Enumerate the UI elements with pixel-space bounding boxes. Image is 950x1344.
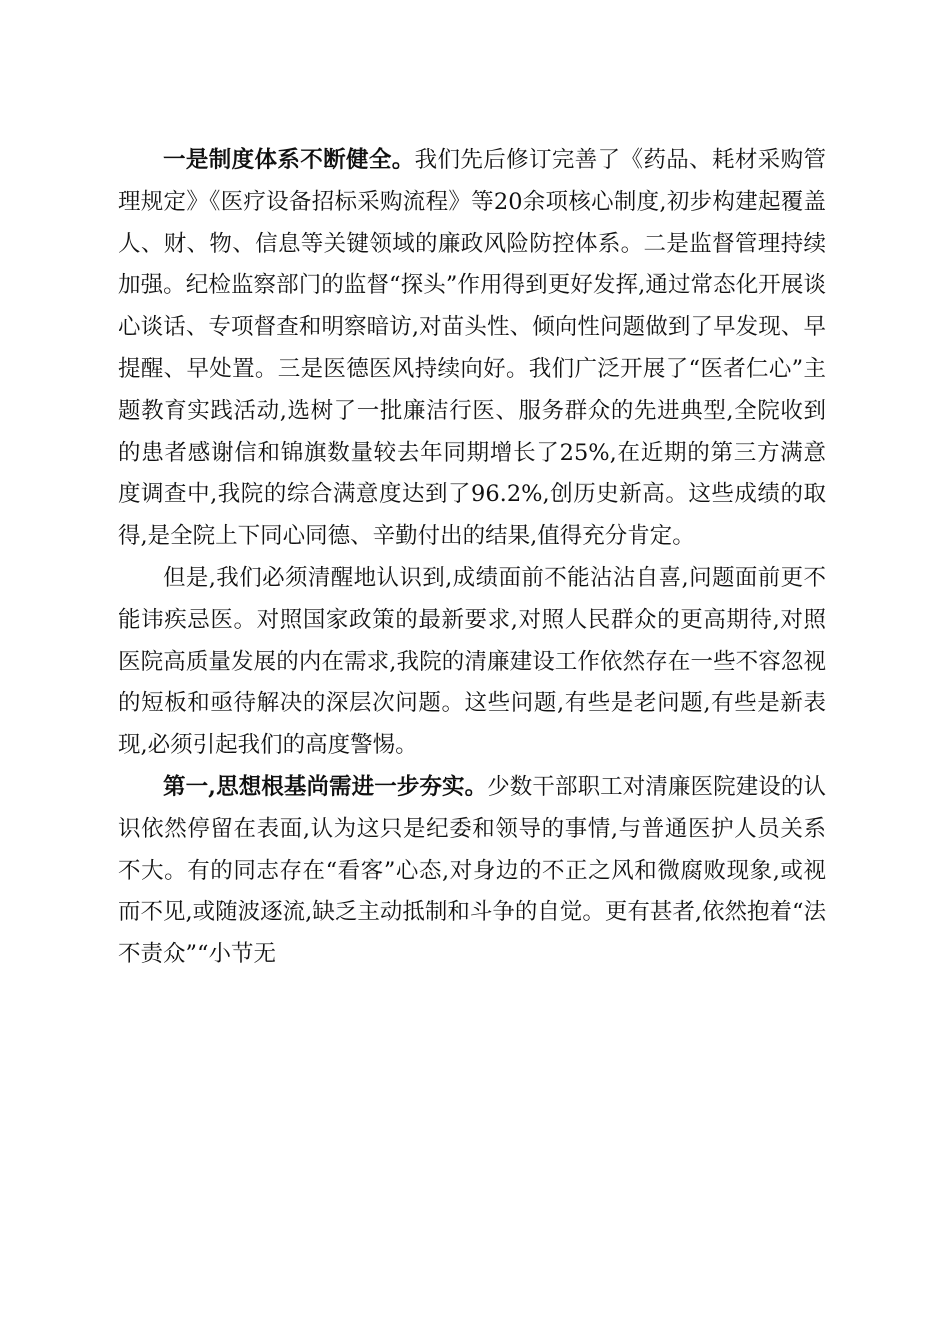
paragraph-achievements — [118, 140, 826, 558]
lead-heading-1: 一是制度体系不断健全。 — [163, 147, 415, 173]
lead-heading-2: 二是监督管理持续加强。 — [118, 230, 826, 299]
lead-heading-3: 三是医德医风持续向好。 — [277, 355, 529, 382]
lead-heading-problem-1: 第一,思想根基尚需进一步夯实。 — [163, 773, 488, 800]
document-body — [118, 140, 826, 976]
paragraph-text: 但是,我们必须清醒地认识到,成绩面前不能沾沾自喜,问题面前更不能讳疾忌医。对照国家政策的最新要求,对照人民群众的更高期待,对照医院高质量发展的内在需求,我院的清廉建设工作依然存在一些不容忽视的短板和亟待解决的深层次问题。这些问题,有些是老问题,有些是新表现,必须引起我们的高度警惕。 — [118, 564, 826, 759]
paragraph-problem-1 — [118, 767, 826, 976]
paragraph-text: 我们先后修订完善了《药品、耗材采购管理规定》《医疗设备招标采购流程》等20余项核心制度,初步构建起覆盖人、财、物、信息等关键领域的廉政风险防控体系。 — [118, 147, 826, 257]
paragraph-text: 纪检监察部门的监督“探头”作用得到更好发挥,通过常态化开展谈心谈话、专项督查和明察暗访,对苗头性、倾向性问题做到了早发现、早提醒、早处置。 — [118, 272, 826, 382]
paragraph-text: 少数干部职工对清廉医院建设的认识依然停留在表面,认为这只是纪委和领导的事情,与普通医护人员关系不大。有的同志存在“看客”心态,对身边的不正之风和微腐败现象,或视而不见,或随波逐流,缺乏主动抵制和斗争的自觉。更有甚者,依然抱着“法不责众”“小节无 — [118, 773, 826, 968]
paragraph-text: 我们广泛开展了“医者仁心”主题教育实践活动,选树了一批廉洁行医、服务群众的先进典型,全院收到的患者感谢信和锦旗数量较去年同期增长了25%,在近期的第三方满意度调查中,我院的综合满意度达到了96.2%,创历史新高。这些成绩的取得,是全院上下同心同德、辛勤付出的结果,值得充分肯定。 — [118, 355, 826, 550]
paragraph-problems-intro — [118, 558, 826, 767]
